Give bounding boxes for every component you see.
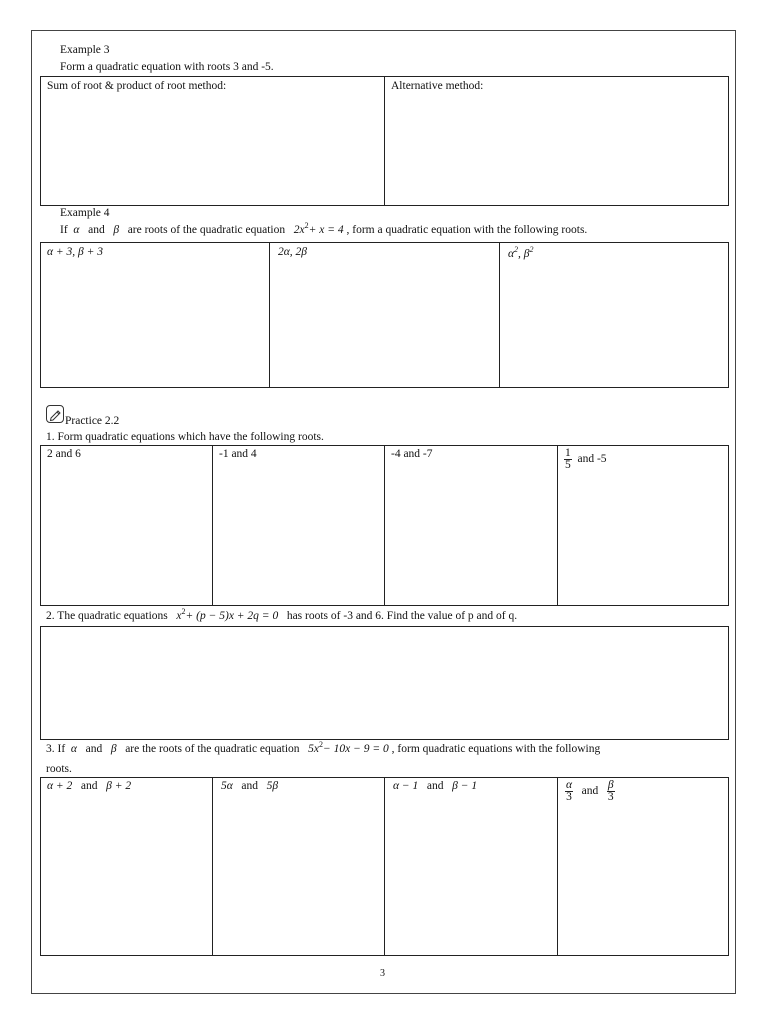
alpha-symbol: α (73, 224, 80, 236)
practice-title: Practice 2.2 (65, 415, 120, 427)
text: has roots of -3 and 6. Find the value of p and of q. (286, 610, 518, 622)
divider (384, 77, 385, 205)
fraction (565, 780, 573, 803)
practice-q2-text (46, 607, 518, 622)
divider (384, 778, 385, 955)
divider (212, 446, 213, 605)
beta-symbol: β (110, 743, 117, 755)
q1-cell-3: -4 and -7 (391, 448, 433, 460)
numerator: α (566, 779, 573, 791)
divider (384, 446, 385, 605)
example3-cell-alternative: Alternative method: (391, 80, 484, 92)
text: and (88, 224, 105, 236)
exponent: 2 (319, 740, 324, 749)
math-expr: α − 1 (393, 780, 419, 792)
example3-table (40, 76, 729, 206)
q3-cell-3 (393, 780, 477, 792)
equation: x (176, 610, 182, 622)
example3-cell-sum-product: Sum of root & product of root method: (47, 80, 227, 92)
example4-statement (60, 221, 588, 236)
example4-table (40, 242, 729, 388)
divider (557, 778, 558, 955)
text: and (85, 743, 103, 755)
text: and (426, 780, 444, 792)
q3-cell-1 (47, 780, 131, 792)
example4-cell-2: 2α, 2β (278, 246, 308, 258)
math-expr: 5β (266, 780, 279, 792)
text: , form quadratic equations with the following (391, 743, 601, 755)
practice-q3-text (46, 740, 601, 755)
math-expr: β + 2 (106, 780, 132, 792)
divider (499, 243, 500, 387)
math-expr: β − 1 (452, 780, 478, 792)
alpha-symbol: α (508, 248, 515, 260)
q3-cell-2 (221, 780, 278, 792)
q3-cell-4 (565, 780, 615, 803)
page-number: 3 (380, 968, 385, 979)
example4-cell-3 (508, 245, 534, 260)
numerator: 1 (565, 447, 571, 459)
exponent: 2 (514, 245, 519, 254)
equation: + x = 4 (308, 224, 344, 236)
q1-cell-1: 2 and 6 (47, 448, 81, 460)
text: and (581, 785, 599, 798)
exponent: 2 (304, 221, 309, 230)
denominator: 3 (607, 791, 614, 803)
alpha-symbol: α (70, 743, 77, 755)
example4-heading: Example 4 (60, 207, 110, 219)
divider (269, 243, 270, 387)
q1-cell-4 (564, 448, 607, 471)
practice-q2-answer-box (40, 626, 729, 740)
text: If (60, 224, 68, 236)
text: , form a quadratic equation with the following roots. (346, 224, 588, 236)
text: 2. The quadratic equations (46, 610, 168, 622)
practice-q3-text-line2: roots. (46, 763, 72, 775)
equation: − 10x − 9 = 0 (323, 743, 389, 755)
text: and (80, 780, 98, 792)
example3-heading: Example 3 (60, 44, 110, 56)
q1-cell-2: -1 and 4 (219, 448, 257, 460)
text: , β (518, 248, 530, 260)
text: are roots of the quadratic equation (127, 224, 286, 236)
equation: 5x (308, 743, 320, 755)
math-expr: α + 2 (47, 780, 73, 792)
practice-q1-text: 1. Form quadratic equations which have the following roots. (46, 431, 324, 443)
equation: + (p − 5)x + 2q = 0 (185, 610, 279, 622)
example4-cell-1: α + 3, β + 3 (47, 246, 104, 258)
practice-q1-table (40, 445, 729, 606)
denominator: 3 (566, 791, 572, 803)
exponent: 2 (529, 245, 534, 254)
example3-statement: Form a quadratic equation with roots 3 and -5. (60, 61, 274, 73)
fraction (607, 780, 615, 803)
math-expr: 5α (221, 780, 233, 792)
beta-symbol: β (113, 224, 120, 236)
pencil-icon (46, 405, 64, 423)
fraction (564, 448, 572, 471)
denominator: 5 (565, 459, 571, 471)
divider (212, 778, 213, 955)
numerator: β (607, 779, 614, 791)
text: and (241, 780, 259, 792)
text: are the roots of the quadratic equation (125, 743, 300, 755)
text: 3. If (46, 743, 66, 755)
equation: 2x (293, 224, 305, 236)
divider (557, 446, 558, 605)
exponent: 2 (181, 607, 186, 616)
text: and -5 (577, 453, 607, 466)
practice-q3-table (40, 777, 729, 956)
